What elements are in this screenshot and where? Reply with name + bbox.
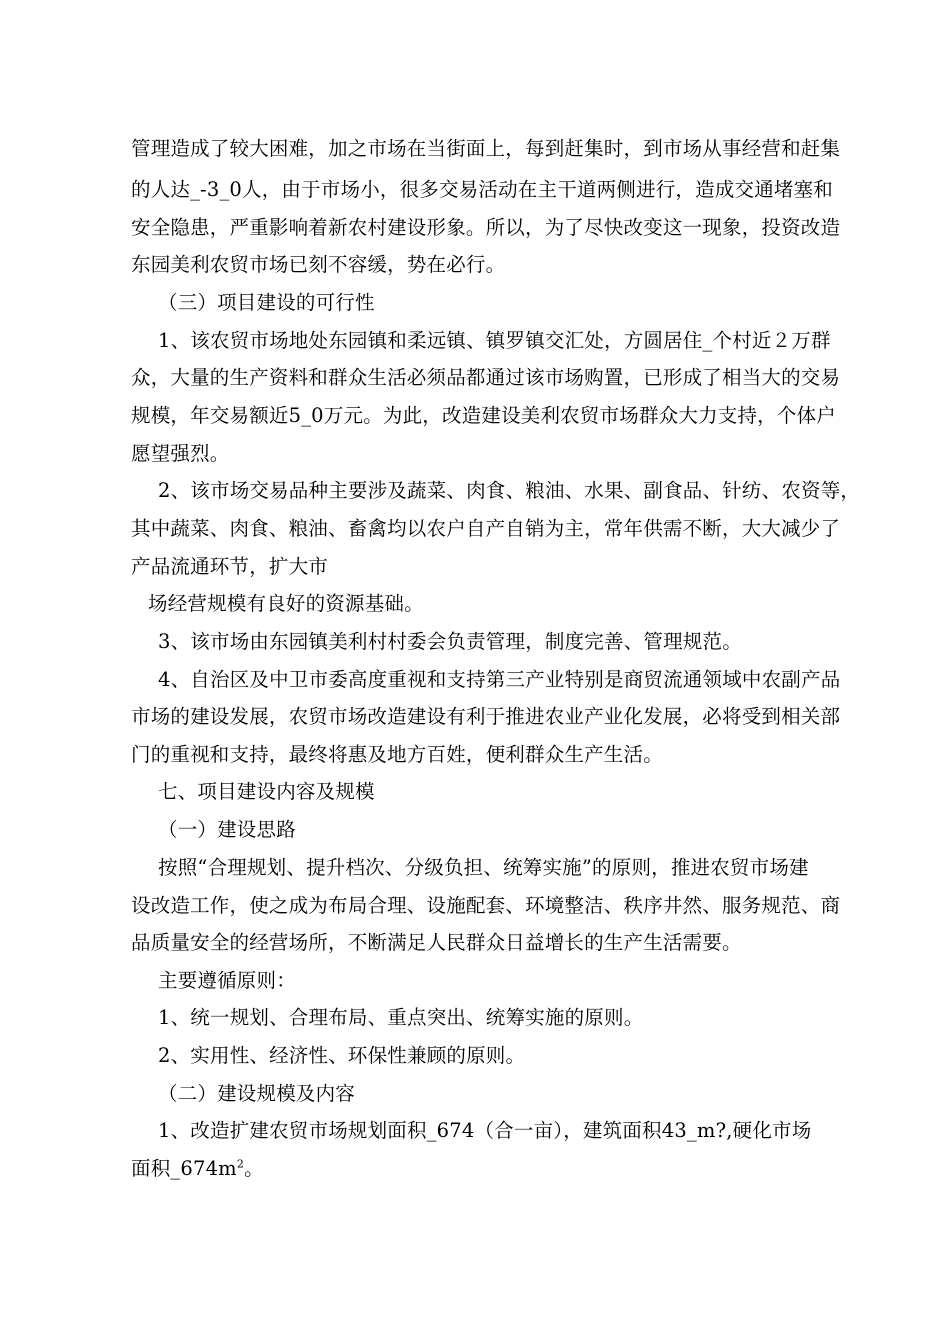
period-mark: 。 (244, 1157, 264, 1180)
paragraph-line: 规模，年交易额近5_0万元。为此，改造建设美利农贸市场群众大力支持，个体户 (131, 404, 836, 427)
paragraph-line: 众，大量的生产资料和群众生活必须品都通过该市场购置，已形成了相当大的交易 (131, 366, 841, 389)
paragraph-line: 品质量安全的经营场所，不断满足人民群众日益增长的生产生活需要。 (131, 931, 742, 954)
paragraph-line: 主要遵循原则： (158, 969, 296, 992)
area-text: 面积_674m (131, 1157, 237, 1180)
paragraph-line: 2、该市场交易品种主要涉及蔬菜、肉食、粮油、水果、副食品、针纺、农资等， (158, 479, 861, 502)
paragraph-line: 市场的建设发展，农贸市场改造建设有利于推进农业产业化发展，必将受到相关部 (131, 705, 841, 728)
paragraph-line: 管理造成了较大困难，加之市场在当街面上，每到赶集时，到市场从事经营和赶集 (131, 137, 841, 160)
paragraph-line (131, 1157, 264, 1181)
paragraph-line: 东园美利农贸市场已刻不容缓，势在必行。 (131, 253, 506, 276)
chapter-heading: 七、项目建设内容及规模 (158, 780, 375, 803)
paragraph-line: 场经营规模有良好的资源基础。 (148, 592, 424, 615)
paragraph-line: 设改造工作，使之成为布局合理、设施配套、环境整洁、秩序井然、服务规范、商 (131, 894, 841, 917)
paragraph-line: 4、自治区及中卫市委高度重视和支持第三产业特别是商贸流通领域中农副产品 (158, 668, 841, 691)
list-item: 2、实用性、经济性、环保性兼顾的原则。 (158, 1044, 526, 1067)
paragraph-line: 安全隐患，严重影响着新农村建设形象。所以，为了尽快改变这一现象，投资改造 (131, 216, 841, 239)
paragraph-line: 愿望强烈。 (131, 442, 230, 465)
section-heading: （一）建设思路 (158, 818, 296, 841)
section-heading: （三）项目建设的可行性 (158, 291, 375, 314)
superscript-two: 2 (236, 1157, 245, 1171)
paragraph-line: 1、该农贸市场地处东园镇和柔远镇、镇罗镇交汇处，方圆居住_个村近２万群 (158, 329, 831, 352)
paragraph-line: 其中蔬菜、肉食、粮油、畜禽均以农户自产自销为主，常年供需不断，大大减少了 (131, 517, 841, 540)
section-heading: （二）建设规模及内容 (158, 1082, 356, 1105)
paragraph-line: 门的重视和支持，最终将惠及地方百姓，便利群众生产生活。 (131, 743, 663, 766)
paragraph-line: 按照“合理规划、提升档次、分级负担、统筹实施”的原则，推进农贸市场建 (158, 856, 809, 879)
paragraph-line: 产品流通环节，扩大市 (131, 555, 329, 578)
paragraph-line: 的人达_-3_0人，由于市场小，很多交易活动在主干道两侧进行，造成交通堵塞和 (131, 178, 834, 201)
paragraph-line: 3、该市场由东园镇美利村村委会负责管理，制度完善、管理规范。 (158, 630, 742, 653)
paragraph-line: 1、改造扩建农贸市场规划面积_674（合一亩），建筑面积43_m?,硬化市场 (158, 1119, 812, 1142)
list-item: 1、统一规划、合理布局、重点突出、统筹实施的原则。 (158, 1006, 644, 1029)
